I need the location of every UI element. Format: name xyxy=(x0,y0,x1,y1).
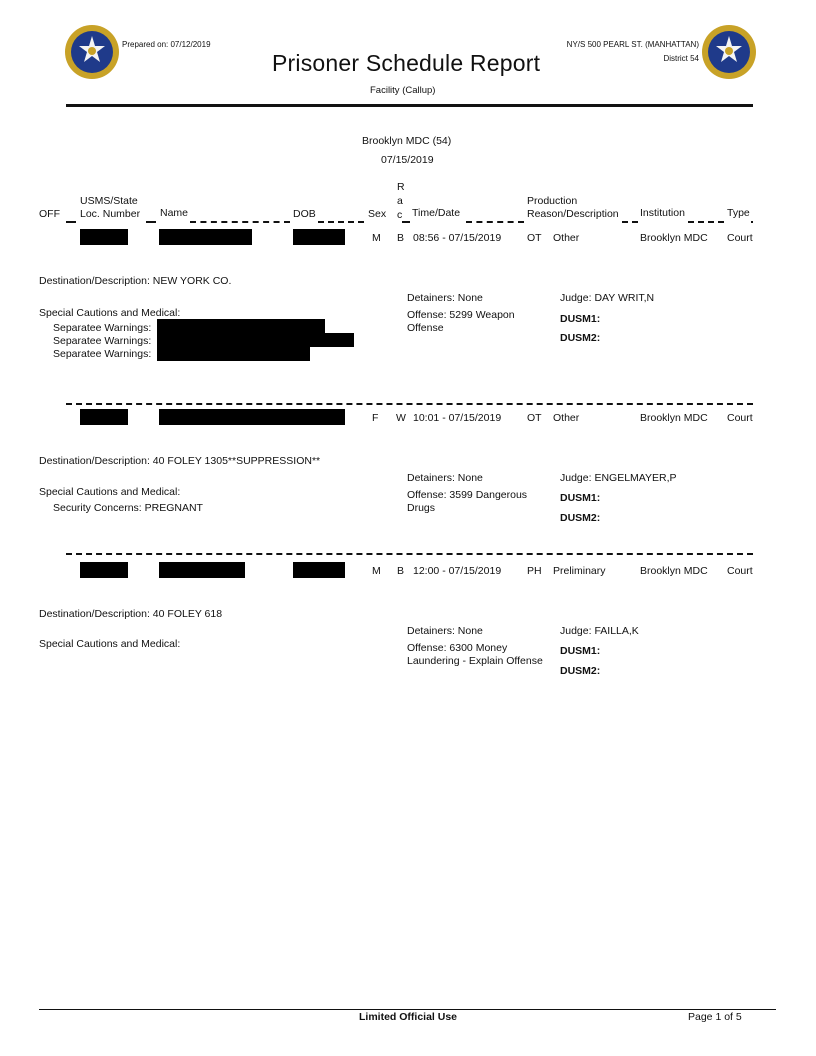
special-cautions-label: Special Cautions and Medical: xyxy=(39,307,181,319)
col-usms-2: Loc. Number xyxy=(80,208,141,220)
record-reason: Other xyxy=(553,232,580,244)
dusm2-label: DUSM2: xyxy=(560,512,601,524)
record-offense-cont: Drugs xyxy=(407,502,436,514)
separatee-warning: Separatee Warnings: xyxy=(53,322,152,334)
col-race-2: a xyxy=(397,195,403,207)
col-time: Time/Date xyxy=(412,207,461,219)
record-separator xyxy=(66,553,753,555)
col-race-1: R xyxy=(397,181,405,193)
header-rule xyxy=(66,104,753,107)
record-race: B xyxy=(397,232,405,244)
header-dash xyxy=(466,221,524,223)
header-dash xyxy=(146,221,156,223)
facility-date: 07/15/2019 xyxy=(381,154,434,166)
record-institution: Brooklyn MDC xyxy=(640,232,708,244)
record-judge: Judge: FAILLA,K xyxy=(560,625,639,637)
col-off: OFF xyxy=(39,208,60,220)
record-type: Court xyxy=(727,565,753,577)
header-dash xyxy=(190,221,290,223)
record-offense: Offense: 3599 Dangerous xyxy=(407,489,528,501)
header-dash xyxy=(688,221,724,223)
record-reason: Other xyxy=(553,412,580,424)
record-sex: M xyxy=(372,565,381,577)
record-time: 10:01 - 07/15/2019 xyxy=(413,412,502,424)
facility-name: Brooklyn MDC (54) xyxy=(362,135,452,147)
security-concerns: Security Concerns: PREGNANT xyxy=(53,502,203,514)
record-destination: Destination/Description: 40 FOLEY 618 xyxy=(39,608,223,620)
record-institution: Brooklyn MDC xyxy=(640,565,708,577)
redaction-name xyxy=(159,562,245,578)
record-reason-code: PH xyxy=(527,565,542,577)
record-institution: Brooklyn MDC xyxy=(640,412,708,424)
separatee-warning: Separatee Warnings: xyxy=(53,335,152,347)
usms-seal-left-icon xyxy=(64,24,120,80)
dusm1-label: DUSM1: xyxy=(560,492,601,504)
header-dash xyxy=(622,221,638,223)
record-separator xyxy=(66,403,753,405)
record-detainers: Detainers: None xyxy=(407,625,483,637)
record-judge: Judge: ENGELMAYER,P xyxy=(560,472,677,484)
col-sex: Sex xyxy=(368,208,387,220)
special-cautions-label: Special Cautions and Medical: xyxy=(39,486,181,498)
col-production-2: Reason/Description xyxy=(527,208,619,220)
page-number: Page 1 of 5 xyxy=(688,1011,742,1023)
record-time: 08:56 - 07/15/2019 xyxy=(413,232,502,244)
redaction-name xyxy=(159,229,252,245)
redaction-dob xyxy=(293,562,345,578)
header-dash xyxy=(318,221,364,223)
record-time: 12:00 - 07/15/2019 xyxy=(413,565,502,577)
record-type: Court xyxy=(727,412,753,424)
record-offense: Offense: 5299 Weapon xyxy=(407,309,515,321)
redaction-dob xyxy=(293,229,345,245)
record-sex: F xyxy=(372,412,379,424)
office-location: NY/S 500 PEARL ST. (MANHATTAN) xyxy=(566,40,699,49)
record-detainers: Detainers: None xyxy=(407,472,483,484)
usms-seal-right-icon xyxy=(701,24,757,80)
redaction-usms xyxy=(80,409,128,425)
record-reason-code: OT xyxy=(527,232,542,244)
record-reason-code: OT xyxy=(527,412,542,424)
record-destination: Destination/Description: NEW YORK CO. xyxy=(39,275,232,287)
record-offense-cont: Offense xyxy=(407,322,444,334)
record-reason: Preliminary xyxy=(553,565,606,577)
record-destination: Destination/Description: 40 FOLEY 1305**SUPPRESSION** xyxy=(39,455,321,467)
col-name: Name xyxy=(160,207,189,219)
record-offense: Offense: 6300 Money xyxy=(407,642,508,654)
footer-classification: Limited Official Use xyxy=(359,1011,458,1023)
special-cautions-label: Special Cautions and Medical: xyxy=(39,638,181,650)
record-race: W xyxy=(396,412,406,424)
col-type: Type xyxy=(727,207,750,219)
header-dash xyxy=(402,221,410,223)
record-type: Court xyxy=(727,232,753,244)
record-judge: Judge: DAY WRIT,N xyxy=(560,292,655,304)
redaction-usms xyxy=(80,229,128,245)
col-dob: DOB xyxy=(293,208,316,220)
separatee-warning: Separatee Warnings: xyxy=(53,348,152,360)
page-subtitle: Facility (Callup) xyxy=(370,85,436,96)
record-offense-cont: Laundering - Explain Offense xyxy=(407,655,543,667)
prepared-on: Prepared on: 07/12/2019 xyxy=(122,40,211,49)
redaction-warning xyxy=(157,319,325,333)
dusm2-label: DUSM2: xyxy=(560,665,601,677)
record-detainers: Detainers: None xyxy=(407,292,483,304)
dusm1-label: DUSM1: xyxy=(560,313,601,325)
record-sex: M xyxy=(372,232,381,244)
redaction-name xyxy=(159,409,345,425)
col-race-3: c xyxy=(397,209,403,221)
col-production-1: Production xyxy=(527,195,578,207)
dusm1-label: DUSM1: xyxy=(560,645,601,657)
redaction-warning xyxy=(157,333,354,347)
redaction-warning xyxy=(157,347,310,361)
page-title: Prisoner Schedule Report xyxy=(272,50,541,76)
col-usms-1: USMS/State xyxy=(80,195,138,207)
header-dash xyxy=(66,221,76,223)
dusm2-label: DUSM2: xyxy=(560,332,601,344)
district: District 54 xyxy=(663,54,699,63)
record-race: B xyxy=(397,565,405,577)
header-dash xyxy=(751,221,753,223)
col-institution: Institution xyxy=(640,207,685,219)
redaction-usms xyxy=(80,562,128,578)
footer-rule xyxy=(39,1009,776,1010)
